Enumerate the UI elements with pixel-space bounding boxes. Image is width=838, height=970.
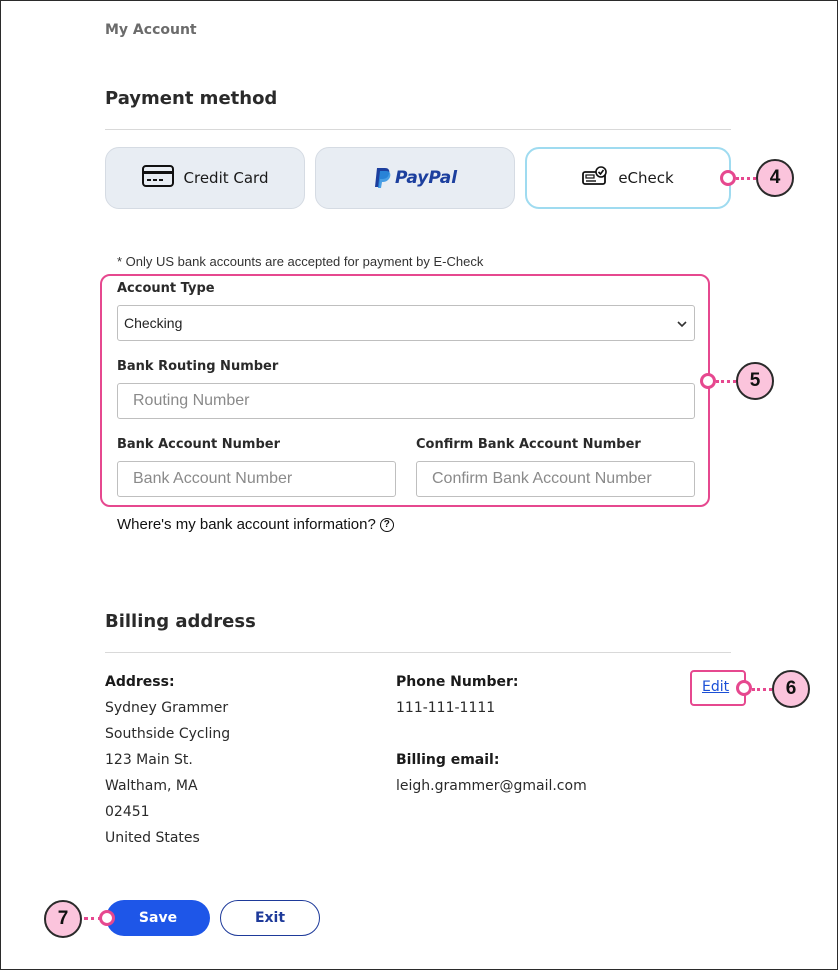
- callout-7-badge: 7: [44, 900, 82, 938]
- edit-billing-link[interactable]: Edit: [702, 679, 730, 695]
- payment-method-title: Payment method: [105, 88, 278, 109]
- confirm-account-placeholder: Confirm Bank Account Number: [432, 470, 652, 487]
- callout-7-dot: [99, 910, 115, 926]
- callout-6-badge: 6: [772, 670, 810, 708]
- breadcrumb[interactable]: My Account: [105, 22, 197, 38]
- account-type-value: Checking: [124, 315, 183, 331]
- credit-card-icon: [142, 165, 174, 191]
- routing-placeholder: Routing Number: [133, 392, 250, 409]
- bank-info-help-link[interactable]: [117, 516, 394, 533]
- phone-label: Phone Number:: [396, 674, 519, 690]
- callout-5-badge: 5: [736, 362, 774, 400]
- billing-email-label: Billing email:: [396, 752, 500, 768]
- account-type-label: Account Type: [117, 281, 215, 296]
- question-icon[interactable]: ?: [380, 518, 394, 532]
- check-icon: [582, 166, 608, 190]
- account-type-select[interactable]: [117, 305, 695, 341]
- routing-number-input[interactable]: [117, 383, 695, 419]
- phone-value: 111-111-1111: [396, 700, 496, 716]
- paypal-option[interactable]: [315, 147, 515, 209]
- payment-divider: [105, 129, 731, 130]
- callout-6-line: [752, 688, 772, 691]
- help-link-text: Where's my bank account information?: [117, 516, 376, 533]
- address-line: Sydney Grammer: [105, 700, 229, 716]
- billing-address-title: Billing address: [105, 611, 256, 632]
- address-line: 02451: [105, 804, 150, 820]
- account-number-input[interactable]: [117, 461, 396, 497]
- chevron-down-icon: [676, 315, 688, 331]
- credit-card-option[interactable]: [105, 147, 305, 209]
- callout-5-dot: [700, 373, 716, 389]
- address-line: United States: [105, 830, 200, 846]
- callout-6-dot: [736, 680, 752, 696]
- exit-button[interactable]: Exit: [220, 900, 320, 936]
- save-button[interactable]: Save: [106, 900, 210, 936]
- address-label: Address:: [105, 674, 175, 690]
- echeck-label: eCheck: [618, 169, 674, 187]
- routing-label: Bank Routing Number: [117, 359, 279, 374]
- callout-5-line: [716, 380, 736, 383]
- callout-4-line: [736, 177, 756, 180]
- paypal-logo: PayPal: [373, 167, 457, 189]
- echeck-option[interactable]: [525, 147, 731, 209]
- address-line: 123 Main St.: [105, 752, 193, 768]
- confirm-account-input[interactable]: [416, 461, 695, 497]
- callout-4-dot: [720, 170, 736, 186]
- account-number-label: Bank Account Number: [117, 437, 280, 452]
- billing-divider: [105, 652, 731, 653]
- account-number-placeholder: Bank Account Number: [133, 470, 293, 487]
- echeck-note: * Only US bank accounts are accepted for payment by E-Check: [117, 254, 484, 269]
- credit-card-label: Credit Card: [183, 169, 269, 187]
- billing-email-value: leigh.grammer@gmail.com: [396, 778, 587, 794]
- confirm-account-label: Confirm Bank Account Number: [416, 437, 641, 452]
- address-line: Waltham, MA: [105, 778, 198, 794]
- callout-4-badge: 4: [756, 159, 794, 197]
- address-line: Southside Cycling: [105, 726, 231, 742]
